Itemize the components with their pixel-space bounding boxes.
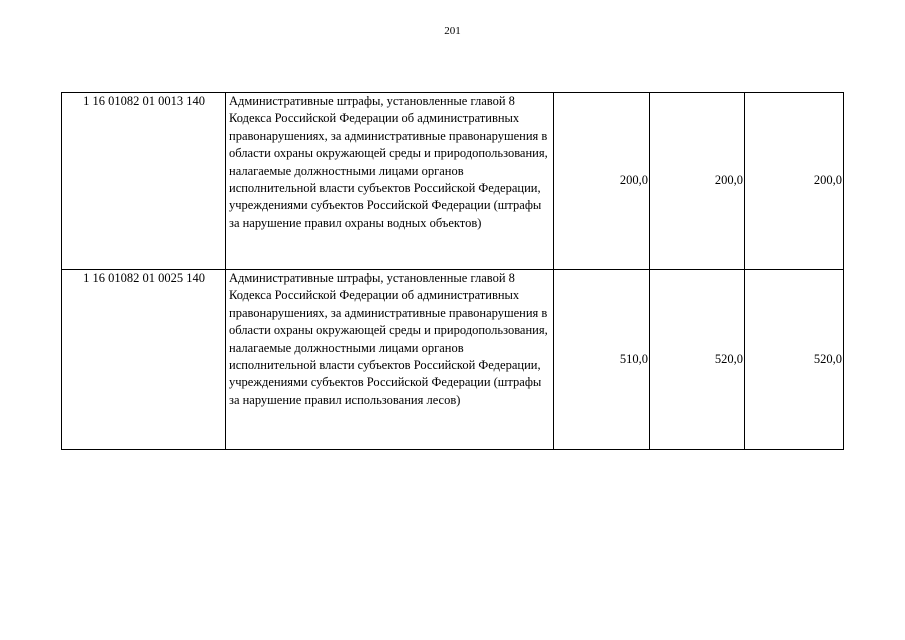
page-number: 201	[444, 25, 461, 37]
amount-year-1-cell: 510,0	[554, 270, 650, 450]
amount-year-2-cell: 200,0	[650, 93, 745, 270]
revenue-code-cell: 1 16 01082 01 0013 140	[62, 93, 226, 270]
amount-year-3-cell: 200,0	[745, 93, 844, 270]
revenue-code-cell: 1 16 01082 01 0025 140	[62, 270, 226, 450]
table-row	[62, 93, 844, 270]
amount-year-2-cell: 520,0	[650, 270, 745, 450]
revenue-description-cell: Административные штрафы, установленные главой 8 Кодекса Российской Федерации об административных правонарушениях, за административные правонарушения в области охраны окружающей среды и природопользования, налагаемые должностными лицами органов исполнительной власти субъектов Российской Федерации, учреждениями субъектов Российской Федерации (штрафы за нарушение правил использования лесов)	[226, 270, 554, 450]
amount-year-3-cell: 520,0	[745, 270, 844, 450]
revenue-description-cell: Административные штрафы, установленные главой 8 Кодекса Российской Федерации об административных правонарушениях, за административные правонарушения в области охраны окружающей среды и природопользования, налагаемые должностными лицами органов исполнительной власти субъектов Российской Федерации, учреждениями субъектов Российской Федерации (штрафы за нарушение правил охраны водных объектов)	[226, 93, 554, 270]
table-row	[62, 270, 844, 450]
budget-revenue-table	[61, 92, 844, 450]
amount-year-1-cell: 200,0	[554, 93, 650, 270]
